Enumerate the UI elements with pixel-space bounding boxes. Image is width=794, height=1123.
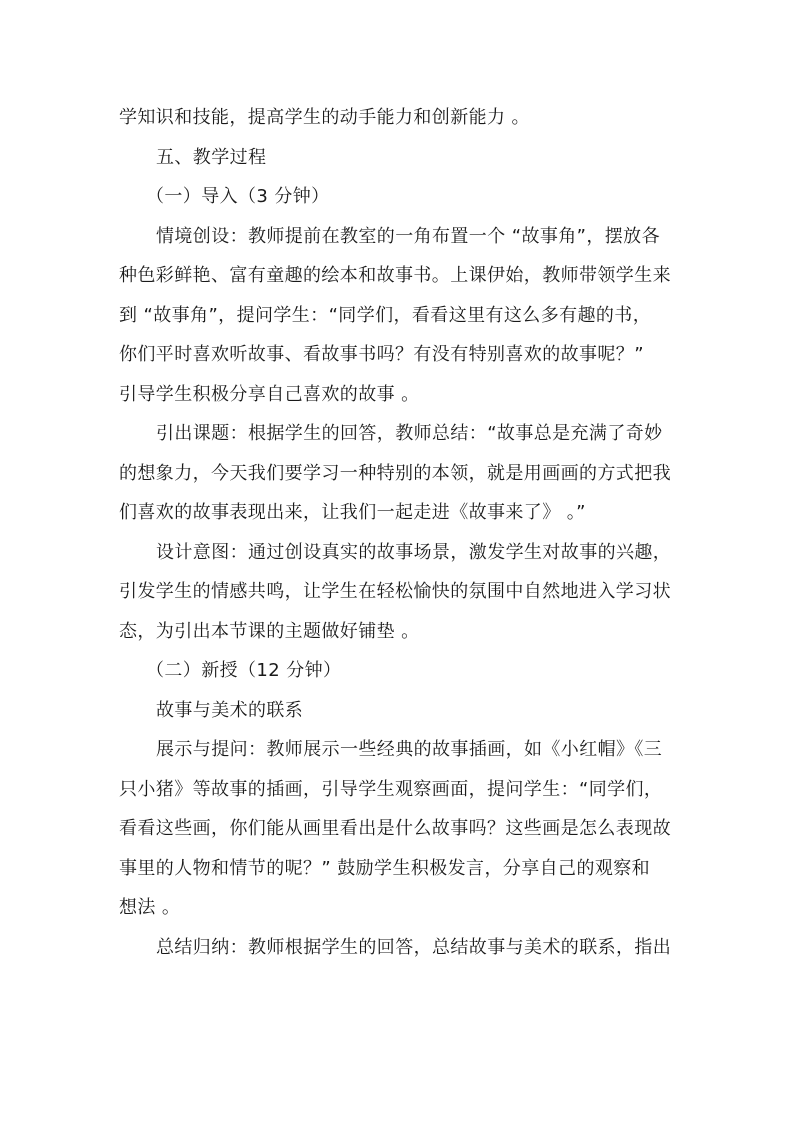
paragraph-line: 只小猪》等故事的插画，引导学生观察画面，提问学生：“同学们， — [119, 778, 663, 800]
subsection-heading-new-lesson: （二）新授（12 分钟） — [146, 660, 342, 681]
paragraph-line: 总结归纳：教师根据学生的回答，总结故事与美术的联系，指出 — [156, 936, 672, 958]
paragraph-line: 事里的人物和情节的呢？” 鼓励学生积极发言，分享自己的观察和 — [119, 857, 651, 879]
paragraph-line: 引发学生的情感共鸣，让学生在轻松愉快的氛围中自然地进入学习状 — [119, 581, 671, 602]
paragraph-line: 态，为引出本节课的主题做好铺垫 。 — [119, 620, 420, 642]
paragraph-line: 引导学生积极分享自己喜欢的故事 。 — [119, 383, 420, 405]
topic-heading-story-and-art: 故事与美术的联系 — [156, 699, 304, 721]
paragraph-line: 到 “故事角”，提问学生：“同学们，看看这里有这么多有趣的书， — [119, 304, 652, 326]
paragraph-line: 想法 。 — [119, 897, 181, 918]
paragraph-line: 情境创设：教师提前在教室的一角布置一个 “故事角”，摆放各 — [156, 225, 660, 247]
paragraph-line: 展示与提问：教师展示一些经典的故事插画，如《小红帽》《三 — [156, 739, 663, 760]
paragraph-line: 看看这些画，你们能从画里看出是什么故事吗？这些画是怎么表现故 — [119, 818, 671, 839]
document-body — [119, 98, 681, 967]
paragraph-continuation-line: 学知识和技能，提高学生的动手能力和创新能力 。 — [119, 107, 530, 128]
subsection-heading-introduction: （一）导入（3 分钟） — [146, 186, 330, 207]
paragraph-line: 引出课题：根据学生的回答，教师总结：“故事总是充满了奇妙 — [156, 423, 663, 444]
section-heading-teaching-process: 五、教学过程 — [156, 146, 267, 168]
paragraph-line: 种色彩鲜艳、富有童趣的绘本和故事书。上课伊始，教师带领学生来 — [119, 265, 671, 286]
paragraph-line: 们喜欢的故事表现出来，让我们一起走进《故事来了》 。” — [119, 502, 586, 523]
paragraph-line: 的想象力，今天我们要学习一种特别的本领，就是用画画的方式把我 — [119, 462, 671, 484]
paragraph-line: 设计意图：通过创设真实的故事场景，激发学生对故事的兴趣， — [156, 541, 672, 563]
paragraph-line: 你们平时喜欢听故事、看故事书吗？有没有特别喜欢的故事呢？” — [119, 344, 644, 365]
